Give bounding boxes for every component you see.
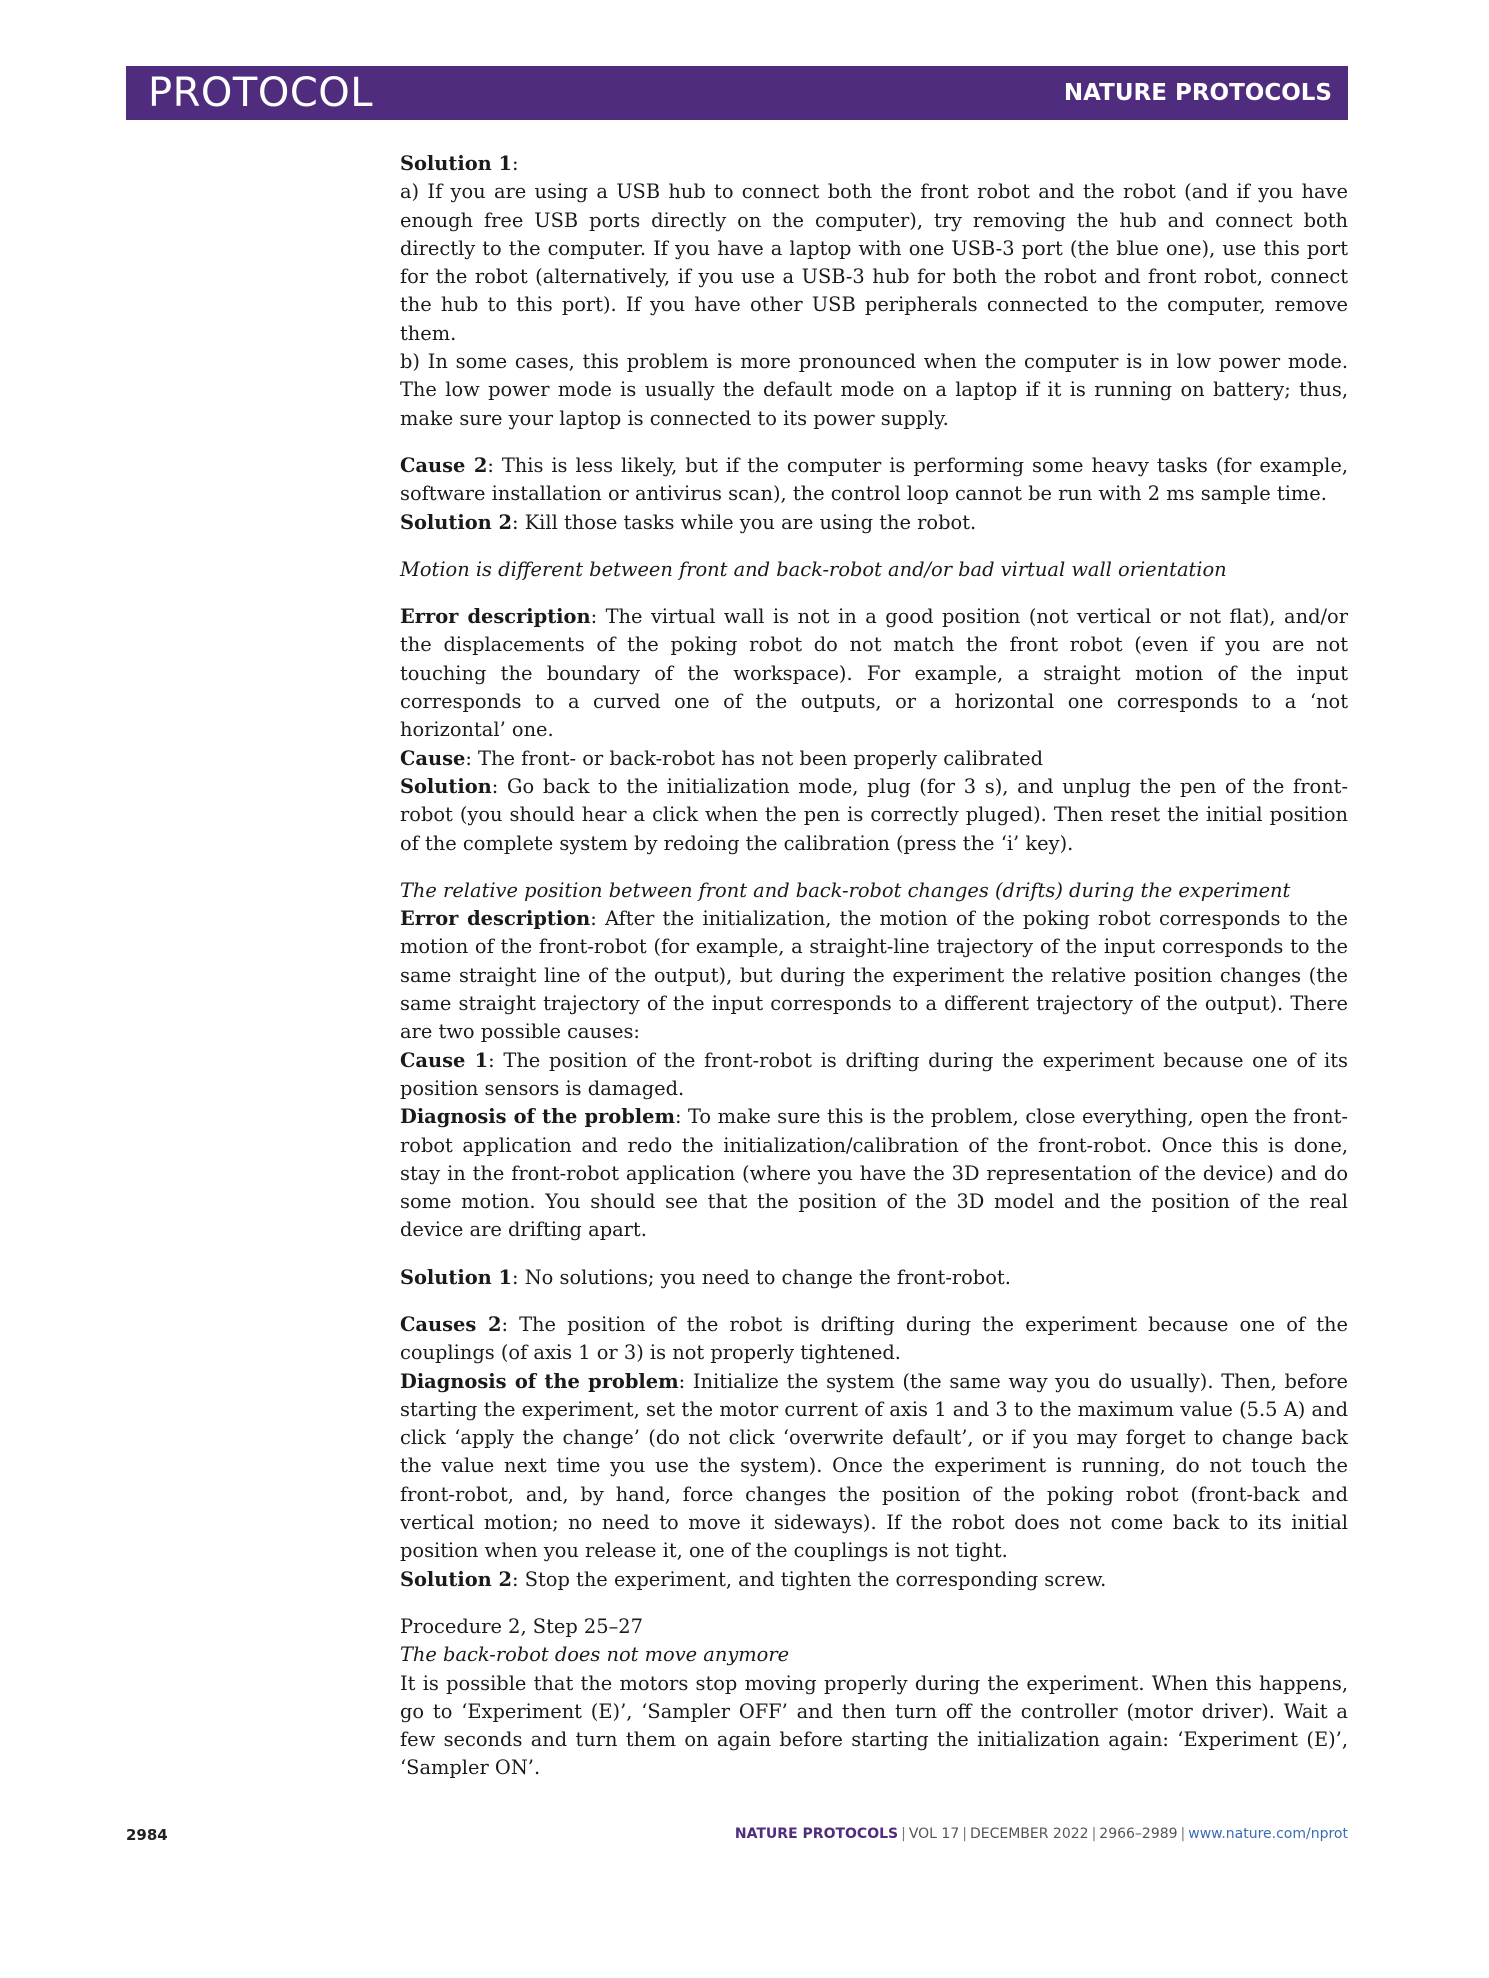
paragraph: It is possible that the motors stop moving properly during the experiment. When this happens, go to ‘Experiment (E)’, ‘Sampler OFF’ and then turn off the controller (motor driver). Wait a few seconds and turn them on again before starting the initialization again: ‘Experiment (E)’, ‘Sampler ON’. [400,1671,1348,1780]
section-heading: The relative position between front and back-robot changes (drifts) during the experiment [400,878,1291,902]
paragraph: Solution 2: Stop the experiment, and tighten the corresponding screw. [400,1567,1107,1591]
paragraph: Causes 2: The position of the robot is drifting during the experiment because one of the couplings (of axis 1 or 3) is not properly tightened. [400,1312,1348,1365]
paragraph: Solution: Go back to the initialization mode, plug (for 3 s), and unplug the pen of the front-robot (you should hear a click when the pen is correctly pluged). Then reset the initial position of the complete system by redoing the calibration (press the ‘i’ key). [400,774,1348,855]
paragraph: Error description: After the initialization, the motion of the poking robot corresponds to the motion of the front-robot (for example, a straight-line trajectory of the input corresponds to the same straight line of the output), but during the experiment the relative position changes (the same straight trajectory of the input corresponds to a different trajectory of the output). There are two possible causes: [400,907,1349,1044]
paragraph: Solution 1: [400,152,519,175]
paragraph: b) In some cases, this problem is more pronounced when the computer is in low power mode. The low power mode is usually the default mode on a laptop if it is running on battery; thus, make sure your laptop is connected to its power supply. [400,350,1348,430]
footer-journal: NATURE PROTOCOLS [734,1826,899,1842]
paragraph: Diagnosis of the problem: Initialize the system (the same way you do usually). Then, before starting the experiment, set the motor current of axis 1 and 3 to the maximum value (5.5 A) and click ‘apply the change’ (do not click ‘overwrite default’, or if you may forget to change back the value next time you use the system). Once the experiment is running, do not touch the front-robot, and, by hand, force changes the position of the poking robot (front-back and vertical motion; no need to move it sideways). If the robot does not come back to its initial position when you release it, one of the couplings is not tight. [400,1369,1348,1563]
journal-header-bar [126,66,1348,120]
page-number: 2984 [126,1826,168,1844]
paragraph: Cause 2: This is less likely, but if the computer is performing some heavy tasks (for example, software installation or antivirus scan), the control loop cannot be run with 2 ms sample time. [400,453,1349,506]
section-heading: The back-robot does not move anymore [400,1643,790,1667]
paragraph: Diagnosis of the problem: To make sure this is the problem, close everything, open the front-robot application and redo the initialization/calibration of the front-robot. Once this is done, stay in the front-robot application (where you have the 3D representation of the device) and do some motion. You should see that the position of the 3D model and the position of the real device are drifting apart. [400,1105,1348,1242]
procedure-step-label: Procedure 2, Step 25–27 [400,1614,643,1638]
footer-volume: VOL 17 [908,1826,960,1842]
paragraph: Cause: The front- or back-robot has not been properly calibrated [400,746,1043,770]
footer-citation: NATURE PROTOCOLS | VOL 17 | DECEMBER 2022 | 2966–2989 | www.nature.com/nprot [734,1826,1348,1842]
article-type-label: PROTOCOL [148,70,374,116]
footer-url-link[interactable]: www.nature.com/nprot [1188,1826,1348,1842]
paragraph: Solution 2: Kill those tasks while you are using the robot. [400,510,977,534]
journal-name-label: NATURE PROTOCOLS [1063,80,1332,106]
page-body [400,150,1348,1783]
paragraph: a) If you are using a USB hub to connect both the front robot and the robot (and if you have enough free USB ports directly on the computer), try removing the hub and connect both directly to the computer. If you have a laptop with one USB-3 port (the blue one), use this port for the robot (alternatively, if you use a USB-3 hub for both the robot and front robot, connect the hub to this port). If you have other USB peripherals connected to the computer, remove them. [400,180,1348,345]
paragraph: Cause 1: The position of the front-robot is drifting during the experiment because one of its position sensors is damaged. [400,1048,1348,1100]
paragraph: Solution 1: No solutions; you need to change the front-robot. [400,1265,1011,1289]
footer-date: DECEMBER 2022 [969,1826,1089,1842]
section-heading: Motion is different between front and back-robot and/or bad virtual wall orientation [400,557,1227,581]
footer-pages: 2966–2989 [1099,1826,1178,1842]
paragraph: Error description: The virtual wall is not in a good position (not vertical or not flat), and/or the displacements of the poking robot do not match the front robot (even if you are not touching the boundary of the workspace). For example, a straight motion of the input corresponds to a curved one of the outputs, or a horizontal one corresponds to a ‘not horizontal’ one. [400,605,1348,742]
